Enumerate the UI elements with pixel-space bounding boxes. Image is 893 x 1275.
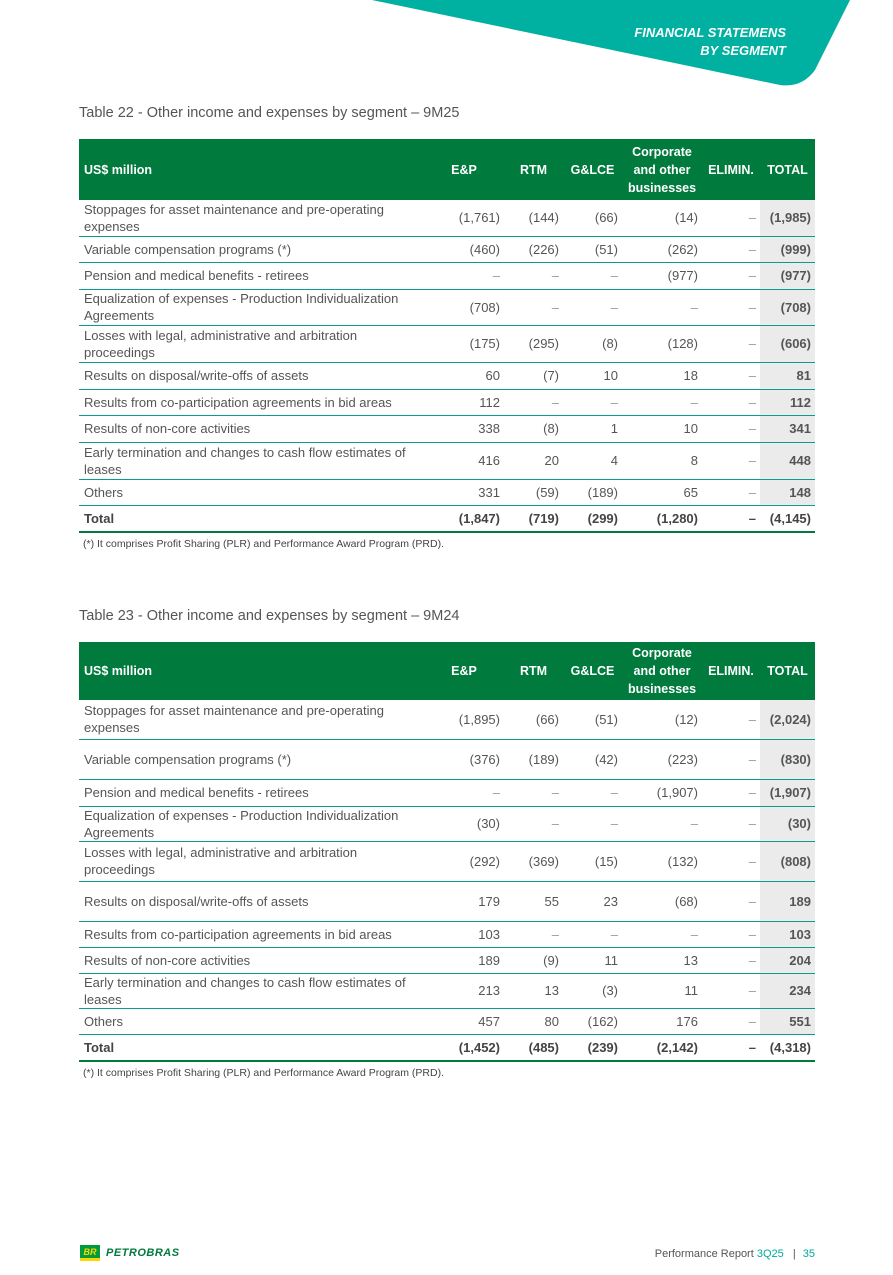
table-23-body xyxy=(79,700,815,1061)
cell-ep: (1,452) xyxy=(424,1034,504,1061)
cell-elimin: – xyxy=(702,806,760,841)
row-label: Losses with legal, administrative and arbitration proceedings xyxy=(79,325,424,362)
table-row xyxy=(79,947,815,973)
cell-total: (977) xyxy=(760,262,815,289)
total-row xyxy=(79,1034,815,1061)
col-header-corporate: Corporate and other businesses xyxy=(622,642,702,700)
brand-name: PETROBRAS xyxy=(106,1247,180,1259)
table-row xyxy=(79,973,815,1008)
table-row xyxy=(79,262,815,289)
cell-ep: (460) xyxy=(424,236,504,262)
cell-corporate: 13 xyxy=(622,947,702,973)
cell-glce: 4 xyxy=(563,442,622,479)
cell-glce: – xyxy=(563,389,622,415)
cell-elimin: – xyxy=(702,200,760,236)
cell-ep: (376) xyxy=(424,739,504,779)
cell-total: 551 xyxy=(760,1008,815,1034)
cell-rtm: (7) xyxy=(504,362,563,389)
row-label: Variable compensation programs (*) xyxy=(79,236,424,262)
cell-ep: (175) xyxy=(424,325,504,362)
cell-rtm: (8) xyxy=(504,415,563,442)
table-row xyxy=(79,806,815,841)
table-row xyxy=(79,389,815,415)
cell-total: (708) xyxy=(760,289,815,325)
row-label: Pension and medical benefits - retirees xyxy=(79,262,424,289)
cell-total: (808) xyxy=(760,841,815,881)
cell-corporate: (223) xyxy=(622,739,702,779)
table-22 xyxy=(79,139,815,533)
cell-glce: – xyxy=(563,921,622,947)
table-23-footnote: (*) It comprises Profit Sharing (PLR) and Performance Award Program (PRD). xyxy=(83,1067,445,1079)
cell-elimin: – xyxy=(702,479,760,505)
cell-glce: (239) xyxy=(563,1034,622,1061)
cell-total: (1,907) xyxy=(760,779,815,806)
cell-ep: (1,895) xyxy=(424,700,504,739)
col-header-glce: G&LCE xyxy=(563,642,622,700)
cell-rtm: (9) xyxy=(504,947,563,973)
cell-elimin: – xyxy=(702,505,760,532)
cell-corporate: 18 xyxy=(622,362,702,389)
cell-total: (30) xyxy=(760,806,815,841)
row-label: Stoppages for asset maintenance and pre-operating expenses xyxy=(79,200,424,236)
table-row xyxy=(79,236,815,262)
cell-rtm: 20 xyxy=(504,442,563,479)
cell-ep: 189 xyxy=(424,947,504,973)
col-header-total: TOTAL xyxy=(760,642,815,700)
cell-elimin: – xyxy=(702,973,760,1008)
cell-corporate: – xyxy=(622,289,702,325)
cell-rtm: 55 xyxy=(504,881,563,921)
section-title-line1: FINANCIAL STATEMENS xyxy=(634,25,786,40)
cell-total: (830) xyxy=(760,739,815,779)
cell-ep: (30) xyxy=(424,806,504,841)
row-label: Results from co-participation agreements in bid areas xyxy=(79,921,424,947)
cell-corporate: 8 xyxy=(622,442,702,479)
cell-elimin: – xyxy=(702,236,760,262)
table-row xyxy=(79,479,815,505)
cell-glce: (189) xyxy=(563,479,622,505)
cell-rtm: 13 xyxy=(504,973,563,1008)
cell-total: 204 xyxy=(760,947,815,973)
row-label: Variable compensation programs (*) xyxy=(79,739,424,779)
cell-elimin: – xyxy=(702,442,760,479)
cell-rtm: (226) xyxy=(504,236,563,262)
cell-corporate: (132) xyxy=(622,841,702,881)
row-label: Losses with legal, administrative and arbitration proceedings xyxy=(79,841,424,881)
table-row xyxy=(79,362,815,389)
cell-ep: 103 xyxy=(424,921,504,947)
cell-total: (4,318) xyxy=(760,1034,815,1061)
cell-total: 81 xyxy=(760,362,815,389)
cell-rtm: (59) xyxy=(504,479,563,505)
cell-elimin: – xyxy=(702,779,760,806)
cell-ep: – xyxy=(424,779,504,806)
cell-glce: 11 xyxy=(563,947,622,973)
table-row xyxy=(79,200,815,236)
row-label: Results on disposal/write-offs of assets xyxy=(79,362,424,389)
cell-glce: 1 xyxy=(563,415,622,442)
table-23-caption: Table 23 - Other income and expenses by segment – 9M24 xyxy=(79,608,460,624)
cell-corporate: (128) xyxy=(622,325,702,362)
cell-ep: 338 xyxy=(424,415,504,442)
cell-elimin: – xyxy=(702,739,760,779)
cell-corporate: 176 xyxy=(622,1008,702,1034)
cell-total: 448 xyxy=(760,442,815,479)
cell-rtm: (189) xyxy=(504,739,563,779)
cell-elimin: – xyxy=(702,881,760,921)
cell-glce: (299) xyxy=(563,505,622,532)
col-header-corporate: Corporate and other businesses xyxy=(622,139,702,200)
cell-glce: (42) xyxy=(563,739,622,779)
table-23 xyxy=(79,642,815,1062)
cell-elimin: – xyxy=(702,362,760,389)
table-row xyxy=(79,289,815,325)
section-title-line2: BY SEGMENT xyxy=(700,43,786,58)
petrobras-logo xyxy=(80,1245,180,1261)
cell-elimin: – xyxy=(702,921,760,947)
cell-corporate: (14) xyxy=(622,200,702,236)
row-label: Total xyxy=(79,505,424,532)
row-label: Others xyxy=(79,1008,424,1034)
cell-corporate: (1,280) xyxy=(622,505,702,532)
cell-total: (2,024) xyxy=(760,700,815,739)
cell-glce: (8) xyxy=(563,325,622,362)
cell-corporate: (12) xyxy=(622,700,702,739)
cell-corporate: (977) xyxy=(622,262,702,289)
cell-rtm: (369) xyxy=(504,841,563,881)
table-22-caption: Table 22 - Other income and expenses by segment – 9M25 xyxy=(79,105,460,121)
cell-rtm: (66) xyxy=(504,700,563,739)
table-row xyxy=(79,739,815,779)
cell-total: 234 xyxy=(760,973,815,1008)
cell-corporate: (262) xyxy=(622,236,702,262)
table-row xyxy=(79,442,815,479)
row-label: Results of non-core activities xyxy=(79,415,424,442)
row-label: Others xyxy=(79,479,424,505)
table-row xyxy=(79,921,815,947)
cell-corporate: – xyxy=(622,389,702,415)
cell-elimin: – xyxy=(702,1008,760,1034)
cell-glce: 10 xyxy=(563,362,622,389)
cell-rtm: 80 xyxy=(504,1008,563,1034)
table-row xyxy=(79,1008,815,1034)
cell-rtm: – xyxy=(504,262,563,289)
cell-ep: – xyxy=(424,262,504,289)
cell-ep: (1,847) xyxy=(424,505,504,532)
row-label: Early termination and changes to cash flow estimates of leases xyxy=(79,442,424,479)
cell-ep: 416 xyxy=(424,442,504,479)
cell-ep: 457 xyxy=(424,1008,504,1034)
row-label: Stoppages for asset maintenance and pre-operating expenses xyxy=(79,700,424,739)
cell-total: (606) xyxy=(760,325,815,362)
cell-elimin: – xyxy=(702,700,760,739)
br-badge-icon: BR xyxy=(80,1245,100,1261)
table-row xyxy=(79,325,815,362)
cell-elimin: – xyxy=(702,325,760,362)
table-row xyxy=(79,841,815,881)
cell-ep: (1,761) xyxy=(424,200,504,236)
cell-elimin: – xyxy=(702,1034,760,1061)
cell-elimin: – xyxy=(702,289,760,325)
cell-total: 103 xyxy=(760,921,815,947)
report-name: Performance Report xyxy=(654,1248,754,1260)
col-header-total: TOTAL xyxy=(760,139,815,200)
table-row xyxy=(79,415,815,442)
cell-glce: 23 xyxy=(563,881,622,921)
col-header-rtm: RTM xyxy=(504,642,563,700)
cell-ep: 179 xyxy=(424,881,504,921)
col-header-rtm: RTM xyxy=(504,139,563,200)
cell-glce: – xyxy=(563,779,622,806)
table-22-body xyxy=(79,200,815,532)
col-header-label: US$ million xyxy=(79,642,424,700)
cell-elimin: – xyxy=(702,947,760,973)
cell-corporate: 11 xyxy=(622,973,702,1008)
cell-total: 341 xyxy=(760,415,815,442)
cell-elimin: – xyxy=(702,415,760,442)
cell-rtm: (295) xyxy=(504,325,563,362)
cell-rtm: – xyxy=(504,779,563,806)
cell-ep: 112 xyxy=(424,389,504,415)
cell-corporate: (1,907) xyxy=(622,779,702,806)
table-22-footnote: (*) It comprises Profit Sharing (PLR) and Performance Award Program (PRD). xyxy=(83,538,445,550)
col-header-elimin: ELIMIN. xyxy=(702,139,760,200)
col-header-label: US$ million xyxy=(79,139,424,200)
cell-corporate: 10 xyxy=(622,415,702,442)
cell-rtm: – xyxy=(504,389,563,415)
cell-corporate: (2,142) xyxy=(622,1034,702,1061)
cell-total: (999) xyxy=(760,236,815,262)
footer-separator: | xyxy=(792,1248,796,1260)
table-row xyxy=(79,881,815,921)
cell-corporate: 65 xyxy=(622,479,702,505)
cell-rtm: – xyxy=(504,921,563,947)
cell-glce: – xyxy=(563,262,622,289)
row-label: Equalization of expenses - Production Individualization Agreements xyxy=(79,806,424,841)
report-quarter: 3Q25 xyxy=(756,1248,784,1260)
total-row xyxy=(79,505,815,532)
cell-total: 112 xyxy=(760,389,815,415)
cell-glce: (162) xyxy=(563,1008,622,1034)
cell-glce: – xyxy=(563,806,622,841)
table-header-row xyxy=(79,139,815,200)
row-label: Results from co-participation agreements in bid areas xyxy=(79,389,424,415)
col-header-glce: G&LCE xyxy=(563,139,622,200)
cell-rtm: – xyxy=(504,289,563,325)
cell-ep: 331 xyxy=(424,479,504,505)
section-title xyxy=(634,24,786,60)
cell-glce: – xyxy=(563,289,622,325)
col-header-ep: E&P xyxy=(424,642,504,700)
table-23-block xyxy=(79,608,815,1079)
table-row xyxy=(79,700,815,739)
cell-rtm: (719) xyxy=(504,505,563,532)
cell-rtm: (144) xyxy=(504,200,563,236)
row-label: Equalization of expenses - Production Individualization Agreements xyxy=(79,289,424,325)
cell-corporate: – xyxy=(622,806,702,841)
page-number: 35 xyxy=(802,1248,815,1260)
cell-ep: 213 xyxy=(424,973,504,1008)
cell-glce: (15) xyxy=(563,841,622,881)
row-label: Results on disposal/write-offs of assets xyxy=(79,881,424,921)
cell-glce: (3) xyxy=(563,973,622,1008)
cell-rtm: – xyxy=(504,806,563,841)
cell-glce: (51) xyxy=(563,700,622,739)
table-row xyxy=(79,779,815,806)
cell-ep: 60 xyxy=(424,362,504,389)
cell-rtm: (485) xyxy=(504,1034,563,1061)
cell-glce: (66) xyxy=(563,200,622,236)
cell-elimin: – xyxy=(702,841,760,881)
cell-total: 148 xyxy=(760,479,815,505)
cell-total: (4,145) xyxy=(760,505,815,532)
cell-total: (1,985) xyxy=(760,200,815,236)
cell-corporate: – xyxy=(622,921,702,947)
page-footer xyxy=(655,1248,815,1260)
cell-ep: (292) xyxy=(424,841,504,881)
cell-elimin: – xyxy=(702,262,760,289)
cell-corporate: (68) xyxy=(622,881,702,921)
table-header-row xyxy=(79,642,815,700)
row-label: Results of non-core activities xyxy=(79,947,424,973)
table-22-block xyxy=(79,105,815,550)
row-label: Early termination and changes to cash flow estimates of leases xyxy=(79,973,424,1008)
cell-ep: (708) xyxy=(424,289,504,325)
col-header-elimin: ELIMIN. xyxy=(702,642,760,700)
row-label: Total xyxy=(79,1034,424,1061)
cell-total: 189 xyxy=(760,881,815,921)
cell-elimin: – xyxy=(702,389,760,415)
col-header-ep: E&P xyxy=(424,139,504,200)
row-label: Pension and medical benefits - retirees xyxy=(79,779,424,806)
cell-glce: (51) xyxy=(563,236,622,262)
